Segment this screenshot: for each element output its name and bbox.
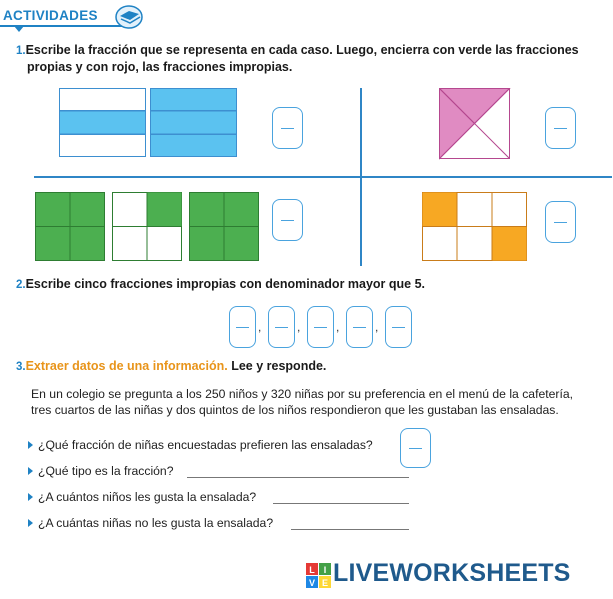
- improper-fraction-box-3[interactable]: [307, 306, 334, 348]
- improper-fraction-box-1[interactable]: [229, 306, 256, 348]
- q3-paragraph: [31, 386, 611, 418]
- q3-question-4-text: ¿A cuántas niñas no les gusta la ensalada?: [38, 516, 274, 530]
- q3-number: 3.: [16, 361, 26, 373]
- improper-fraction-box-2[interactable]: [268, 306, 295, 348]
- bullet-arrow-icon: [28, 467, 33, 475]
- q3-question-1: [28, 438, 373, 456]
- answer-box-2[interactable]: [545, 107, 576, 149]
- q3-question-3: [28, 490, 256, 508]
- improper-fraction-box-4[interactable]: [346, 306, 373, 348]
- liveworksheets-logo-icon: [306, 560, 332, 590]
- answer-line-boys-count[interactable]: [273, 503, 409, 504]
- q3-title: [16, 359, 326, 373]
- q3-question-2: [28, 464, 174, 482]
- liveworksheets-brand: LIVEWORKSHEETS: [333, 559, 571, 587]
- improper-fraction-box-5[interactable]: [385, 306, 412, 348]
- separator-comma-1: ,: [258, 320, 262, 334]
- fraction-figure-e: [112, 192, 184, 262]
- separator-comma-4: ,: [375, 320, 379, 334]
- book-icon: [112, 2, 146, 30]
- q3-title-orange: Extraer datos de una información.: [25, 359, 228, 373]
- header-title: ACTIVIDADES: [3, 8, 98, 23]
- fraction-figure-c: [439, 88, 511, 160]
- fraction-figure-g: [422, 192, 528, 262]
- answer-line-fraction-type[interactable]: [187, 477, 409, 478]
- answer-box-4[interactable]: [545, 201, 576, 243]
- q3-question-4: [28, 516, 273, 534]
- q3-question-3-text: ¿A cuántos niños les gusta la ensalada?: [38, 490, 257, 504]
- fraction-figure-a: [59, 88, 147, 158]
- q3-question-1-text: ¿Qué fracción de niñas encuestadas prefieren las ensaladas?: [38, 438, 373, 452]
- activities-header: [0, 0, 160, 34]
- logo-letter-i: I: [323, 565, 327, 575]
- grid-horizontal-separator: [34, 176, 612, 178]
- answer-box-1[interactable]: [272, 107, 303, 149]
- answer-box-girls-fraction[interactable]: [400, 428, 431, 468]
- fraction-figure-d: [35, 192, 107, 262]
- q3-title-rest: Lee y responde.: [231, 359, 327, 373]
- bullet-arrow-icon: [28, 441, 33, 449]
- q3-paragraph-line2: tres cuartos de las niñas y dos quintos de los niños respondieron que les gustaban las ensaladas.: [31, 403, 559, 417]
- q1-text-line1: Escribe la fracción que se representa en cada caso. Luego, encierra con verde las fracciones: [25, 43, 579, 57]
- q3-question-2-text: ¿Qué tipo es la fracción?: [38, 464, 174, 478]
- q3-paragraph-line1: En un colegio se pregunta a los 250 niños y 320 niñas por su preferencia en el menú de la cafetería,: [31, 387, 574, 401]
- q2-text: Escribe cinco fracciones impropias con denominador mayor que 5.: [25, 277, 426, 291]
- bullet-arrow-icon: [28, 493, 33, 501]
- fraction-figure-f: [189, 192, 261, 262]
- logo-letter-e: E: [321, 578, 329, 588]
- bullet-arrow-icon: [28, 519, 33, 527]
- answer-box-3[interactable]: [272, 199, 303, 241]
- q1-text-line2: propias y con rojo, las fracciones impropias.: [27, 60, 293, 74]
- q1-number: 1.: [16, 45, 26, 57]
- logo-letter-v: V: [308, 578, 316, 588]
- answer-line-girls-count[interactable]: [291, 529, 409, 530]
- separator-comma-3: ,: [336, 320, 340, 334]
- fraction-figure-b: [150, 88, 238, 158]
- q1-instructions: [16, 42, 613, 75]
- q2-instructions: [16, 276, 613, 293]
- logo-letter-l: L: [309, 565, 315, 575]
- separator-comma-2: ,: [297, 320, 301, 334]
- q2-number: 2.: [16, 279, 26, 291]
- header-notch: [14, 26, 24, 32]
